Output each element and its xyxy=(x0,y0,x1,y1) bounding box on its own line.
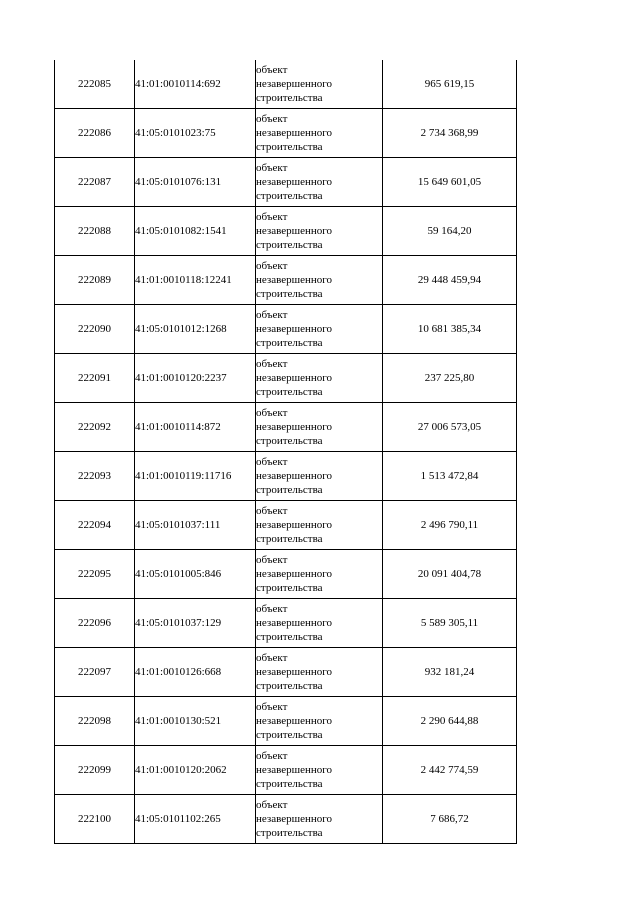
object-type-line: строительства xyxy=(256,484,323,496)
object-type-line: строительства xyxy=(256,533,323,545)
table-row xyxy=(55,158,517,207)
table-row xyxy=(55,795,517,844)
object-type xyxy=(256,795,383,844)
object-type-line: объект xyxy=(256,603,288,615)
object-type-line: объект xyxy=(256,750,288,762)
object-type-line: объект xyxy=(256,309,288,321)
object-type xyxy=(256,501,383,550)
row-number: 222095 xyxy=(55,550,135,599)
object-type-line: незавершенного xyxy=(256,813,333,825)
object-type-line: строительства xyxy=(256,288,323,300)
object-type-line: строительства xyxy=(256,190,323,202)
object-type-line: объект xyxy=(256,505,288,517)
cadastral-number: 41:05:0101102:265 xyxy=(135,795,256,844)
row-number: 222094 xyxy=(55,501,135,550)
object-type-line: строительства xyxy=(256,386,323,398)
table-row xyxy=(55,305,517,354)
object-type xyxy=(256,207,383,256)
object-type-line: незавершенного xyxy=(256,78,333,90)
row-number: 222085 xyxy=(55,60,135,109)
table-row xyxy=(55,648,517,697)
object-type-line: строительства xyxy=(256,141,323,153)
cadastral-number: 41:01:0010120:2237 xyxy=(135,354,256,403)
object-type-line: незавершенного xyxy=(256,519,333,531)
cadastral-number: 41:01:0010120:2062 xyxy=(135,746,256,795)
object-type-line: незавершенного xyxy=(256,666,333,678)
cadastral-value: 1 513 472,84 xyxy=(383,452,517,501)
table-row xyxy=(55,452,517,501)
object-type xyxy=(256,354,383,403)
object-type-line: объект xyxy=(256,162,288,174)
table-row xyxy=(55,109,517,158)
row-number: 222091 xyxy=(55,354,135,403)
object-type-line: строительства xyxy=(256,729,323,741)
object-type-line: строительства xyxy=(256,92,323,104)
row-number: 222092 xyxy=(55,403,135,452)
table-row xyxy=(55,599,517,648)
object-type-line: строительства xyxy=(256,582,323,594)
object-type-line: незавершенного xyxy=(256,127,333,139)
table-row xyxy=(55,207,517,256)
object-type-line: объект xyxy=(256,260,288,272)
object-type-line: незавершенного xyxy=(256,274,333,286)
cadastral-number: 41:01:0010114:692 xyxy=(135,60,256,109)
cadastral-number: 41:05:0101005:846 xyxy=(135,550,256,599)
object-type-line: незавершенного xyxy=(256,568,333,580)
cadastral-value: 20 091 404,78 xyxy=(383,550,517,599)
object-type-line: объект xyxy=(256,701,288,713)
row-number: 222089 xyxy=(55,256,135,305)
object-type-line: строительства xyxy=(256,778,323,790)
object-type-line: объект xyxy=(256,358,288,370)
object-type xyxy=(256,158,383,207)
cadastral-value: 237 225,80 xyxy=(383,354,517,403)
table-row xyxy=(55,403,517,452)
cadastral-value: 2 496 790,11 xyxy=(383,501,517,550)
object-type-line: строительства xyxy=(256,680,323,692)
row-number: 222096 xyxy=(55,599,135,648)
cadastral-number: 41:05:0101037:111 xyxy=(135,501,256,550)
table-row xyxy=(55,746,517,795)
cadastral-number: 41:05:0101082:1541 xyxy=(135,207,256,256)
object-type-line: незавершенного xyxy=(256,225,333,237)
cadastral-value: 7 686,72 xyxy=(383,795,517,844)
object-type xyxy=(256,60,383,109)
cadastral-number: 41:01:0010114:872 xyxy=(135,403,256,452)
cadastral-value: 2 290 644,88 xyxy=(383,697,517,746)
row-number: 222087 xyxy=(55,158,135,207)
object-type-line: незавершенного xyxy=(256,470,333,482)
cadastral-value: 15 649 601,05 xyxy=(383,158,517,207)
cadastral-value: 59 164,20 xyxy=(383,207,517,256)
object-type-line: объект xyxy=(256,211,288,223)
object-type-line: объект xyxy=(256,407,288,419)
object-type-line: объект xyxy=(256,652,288,664)
cadastral-value: 2 734 368,99 xyxy=(383,109,517,158)
table-row xyxy=(55,550,517,599)
object-type-line: незавершенного xyxy=(256,372,333,384)
object-type xyxy=(256,648,383,697)
cadastral-number: 41:05:0101023:75 xyxy=(135,109,256,158)
cadastral-value: 29 448 459,94 xyxy=(383,256,517,305)
object-type-line: незавершенного xyxy=(256,421,333,433)
table-row xyxy=(55,256,517,305)
table-row xyxy=(55,501,517,550)
cadastral-value: 5 589 305,11 xyxy=(383,599,517,648)
cadastral-number: 41:01:0010126:668 xyxy=(135,648,256,697)
object-type xyxy=(256,403,383,452)
object-type-line: строительства xyxy=(256,827,323,839)
object-type-line: объект xyxy=(256,64,288,76)
row-number: 222090 xyxy=(55,305,135,354)
cadastral-number: 41:01:0010118:12241 xyxy=(135,256,256,305)
row-number: 222088 xyxy=(55,207,135,256)
object-type xyxy=(256,109,383,158)
cadastral-value: 2 442 774,59 xyxy=(383,746,517,795)
object-type xyxy=(256,305,383,354)
row-number: 222100 xyxy=(55,795,135,844)
object-type xyxy=(256,697,383,746)
object-type-line: строительства xyxy=(256,239,323,251)
object-type-line: строительства xyxy=(256,337,323,349)
row-number: 222099 xyxy=(55,746,135,795)
object-type-line: незавершенного xyxy=(256,764,333,776)
row-number: 222097 xyxy=(55,648,135,697)
cadastral-value: 965 619,15 xyxy=(383,60,517,109)
table-row xyxy=(55,697,517,746)
row-number: 222093 xyxy=(55,452,135,501)
table-row xyxy=(55,60,517,109)
table-row xyxy=(55,354,517,403)
object-type-line: объект xyxy=(256,799,288,811)
object-type-line: незавершенного xyxy=(256,323,333,335)
object-type-line: строительства xyxy=(256,435,323,447)
object-type xyxy=(256,256,383,305)
cadastral-number: 41:05:0101037:129 xyxy=(135,599,256,648)
cadastral-number: 41:05:0101076:131 xyxy=(135,158,256,207)
object-type xyxy=(256,550,383,599)
object-type-line: незавершенного xyxy=(256,176,333,188)
cadastral-number: 41:05:0101012:1268 xyxy=(135,305,256,354)
object-type xyxy=(256,452,383,501)
object-type-line: незавершенного xyxy=(256,715,333,727)
cadastral-value: 10 681 385,34 xyxy=(383,305,517,354)
object-type-line: незавершенного xyxy=(256,617,333,629)
cadastral-value: 932 181,24 xyxy=(383,648,517,697)
object-type xyxy=(256,599,383,648)
object-type xyxy=(256,746,383,795)
cadastral-number: 41:01:0010119:11716 xyxy=(135,452,256,501)
property-table-body xyxy=(55,60,517,844)
object-type-line: объект xyxy=(256,554,288,566)
row-number: 222086 xyxy=(55,109,135,158)
object-type-line: объект xyxy=(256,113,288,125)
property-table xyxy=(54,60,517,844)
object-type-line: строительства xyxy=(256,631,323,643)
cadastral-value: 27 006 573,05 xyxy=(383,403,517,452)
cadastral-number: 41:01:0010130:521 xyxy=(135,697,256,746)
object-type-line: объект xyxy=(256,456,288,468)
row-number: 222098 xyxy=(55,697,135,746)
